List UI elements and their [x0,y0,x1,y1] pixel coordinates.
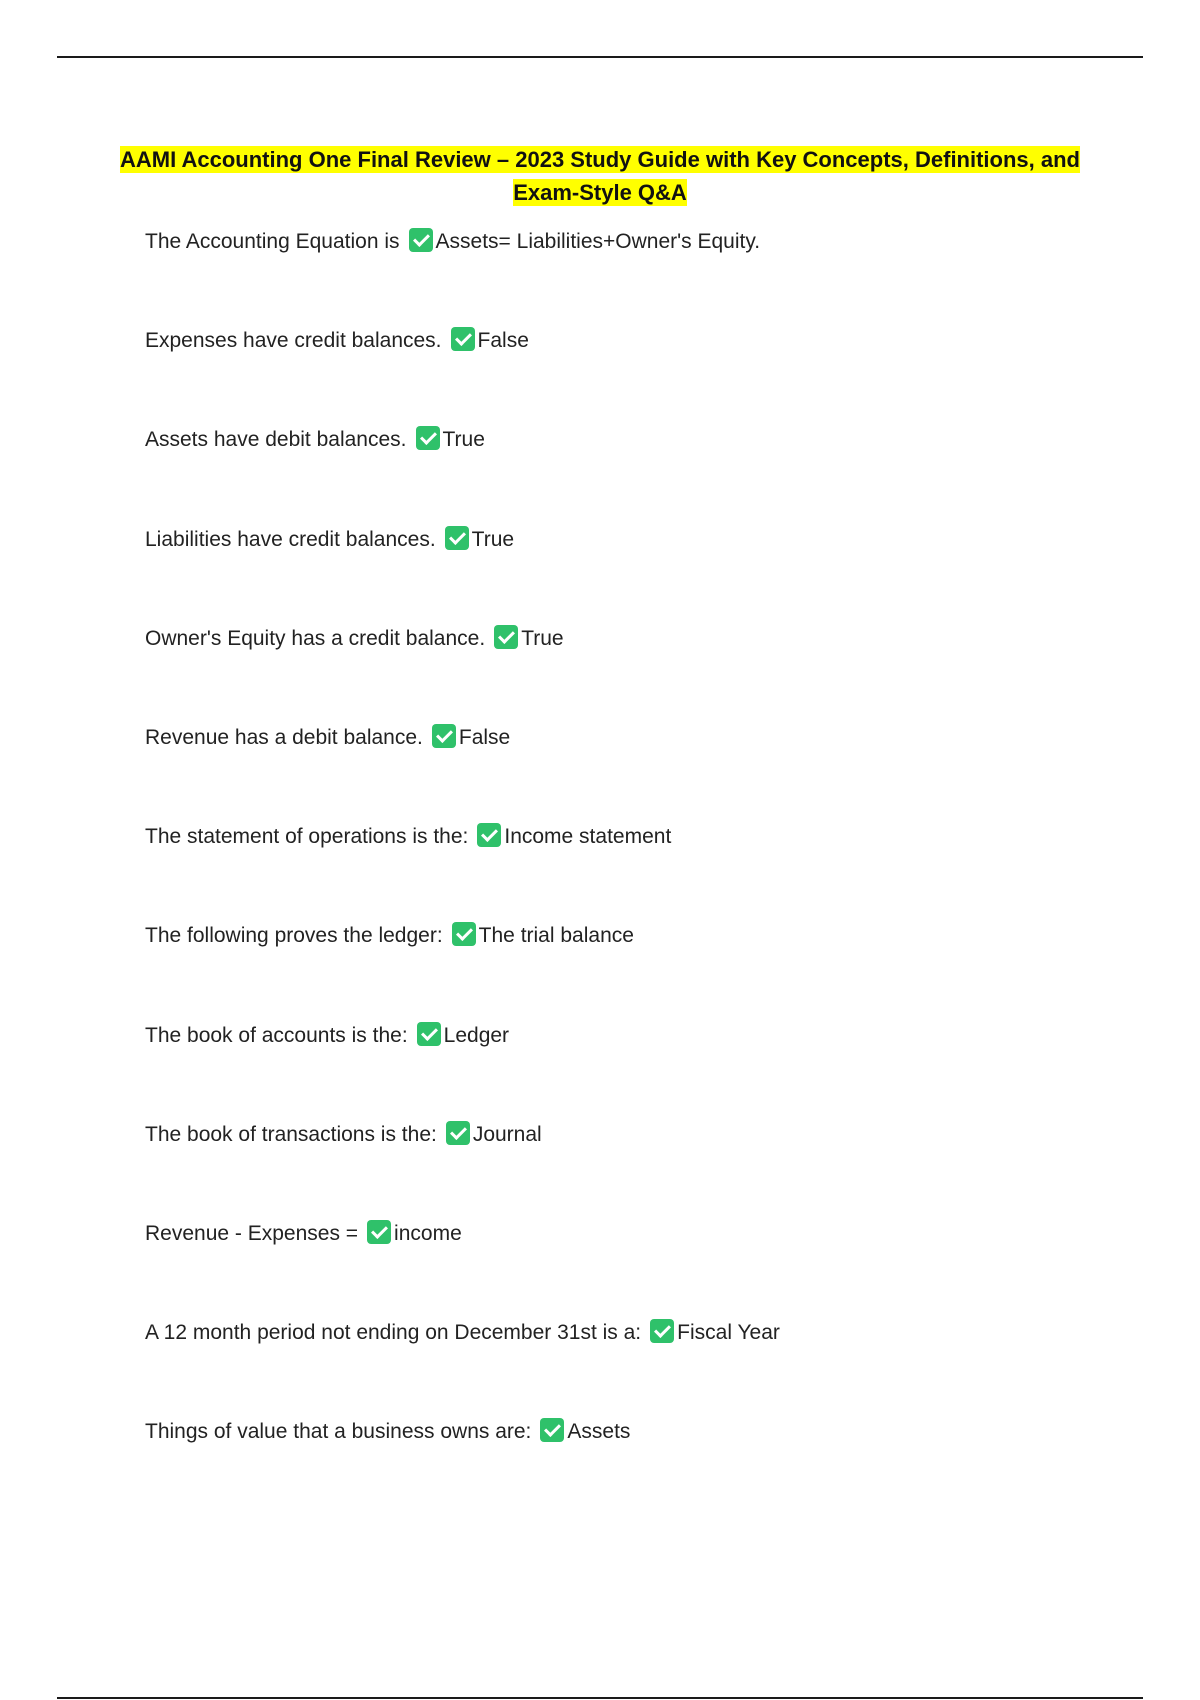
qa-item [145,821,1105,920]
green-checkmark-icon [417,1022,441,1046]
qa-item [145,424,1105,523]
question-text: The statement of operations is the: [145,825,469,849]
top-divider [57,56,1143,58]
answer-text: True [471,527,515,551]
green-checkmark-icon [445,526,469,550]
green-checkmark-icon [416,426,440,450]
question-text: The book of transactions is the: [145,1122,437,1146]
document-title [120,143,1080,209]
answer-text: True [442,428,485,452]
question-text: Owner's Equity has a credit balance. [145,626,486,650]
answer-text: Income statement [504,825,672,849]
qa-item [145,1119,1105,1218]
question-text: The Accounting Equation is [145,230,400,253]
question-text: A 12 month period not ending on December 31st is a: [145,1321,642,1345]
green-checkmark-icon [452,922,476,946]
answer-text: income [394,1221,462,1245]
qa-item [145,1218,1105,1317]
bottom-divider [57,1697,1143,1699]
answer-text: Fiscal Year [677,1321,780,1345]
green-checkmark-icon [409,228,433,252]
qa-item [145,226,1105,325]
green-checkmark-icon [477,823,501,847]
green-checkmark-icon [540,1418,564,1442]
answer-text: Assets [567,1420,631,1444]
question-text: Expenses have credit balances. [145,329,442,353]
question-text: Revenue - Expenses = [145,1221,359,1245]
green-checkmark-icon [446,1121,470,1145]
question-text: Liabilities have credit balances. [145,527,436,551]
qa-item [145,920,1105,1019]
qa-list [145,226,1105,1515]
green-checkmark-icon [494,625,518,649]
question-text: The following proves the ledger: [145,924,443,948]
green-checkmark-icon [650,1319,674,1343]
question-text: Things of value that a business owns are: [145,1420,532,1444]
answer-text: Journal [472,1122,542,1146]
question-text: Revenue has a debit balance. [145,725,423,749]
qa-item [145,1317,1105,1416]
green-checkmark-icon [367,1220,391,1244]
question-text: Assets have debit balances. [145,428,407,452]
title-line-2: Exam-Style Q&A [513,180,687,205]
answer-text: False [458,725,511,749]
qa-item [145,524,1105,623]
qa-item [145,325,1105,424]
answer-text: Ledger [443,1023,510,1047]
answer-text: False [477,329,529,353]
qa-item [145,1020,1105,1119]
title-line-1: AAMI Accounting One Final Review – 2023 Study Guide with Key Concepts, Definitions, and [120,147,1080,172]
green-checkmark-icon [432,724,456,748]
qa-item [145,623,1105,722]
qa-item [145,722,1105,821]
answer-text: The trial balance [478,924,634,948]
answer-text: Assets= Liabilities+Owner's Equity. [435,230,761,253]
question-text: The book of accounts is the: [145,1023,408,1047]
qa-item [145,1416,1105,1515]
answer-text: True [521,626,564,650]
green-checkmark-icon [451,327,475,351]
